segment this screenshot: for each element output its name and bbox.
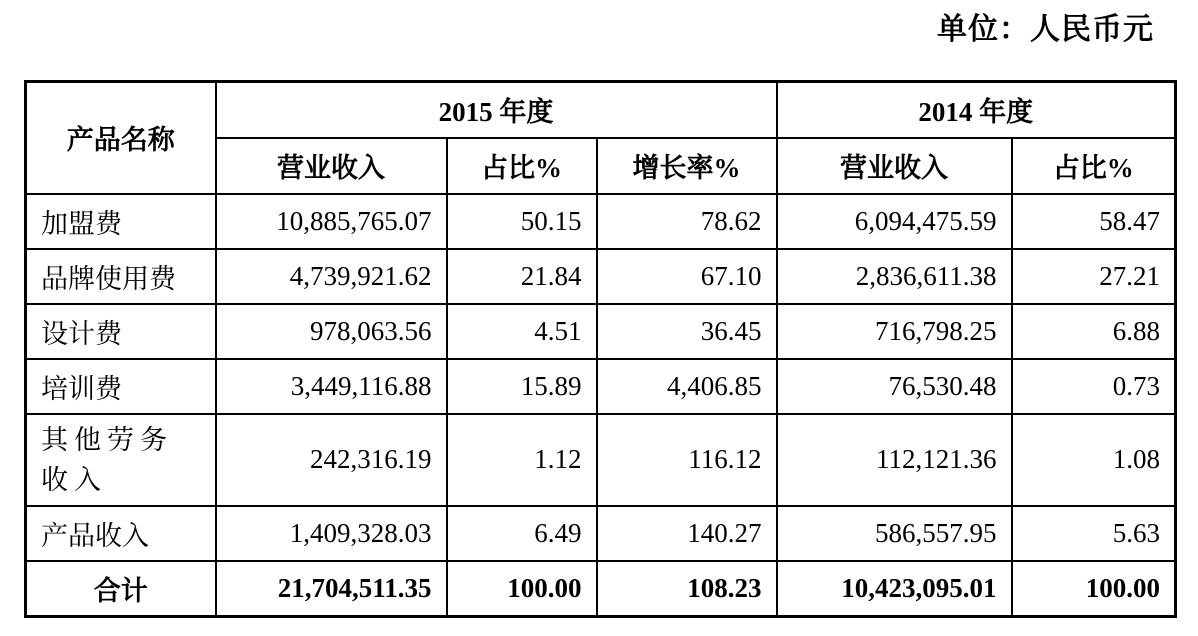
total-row (26, 561, 1176, 617)
revenue-table (24, 80, 1177, 618)
table-row (26, 414, 1176, 506)
row-growth-2015: 67.10 (597, 249, 777, 304)
table-row (26, 194, 1176, 249)
total-revenue-2015: 21,704,511.35 (216, 561, 447, 617)
row-share-2014: 58.47 (1012, 194, 1176, 249)
row-revenue-2015: 3,449,116.88 (216, 359, 447, 414)
row-share-2014: 5.63 (1012, 506, 1176, 561)
header-share-2014: 占比% (1012, 138, 1176, 194)
row-share-2015: 50.15 (447, 194, 597, 249)
row-revenue-2014: 716,798.25 (777, 304, 1012, 359)
row-revenue-2015: 10,885,765.07 (216, 194, 447, 249)
row-share-2014: 1.08 (1012, 414, 1176, 506)
row-name: 培训费 (26, 359, 216, 414)
row-revenue-2014: 76,530.48 (777, 359, 1012, 414)
row-revenue-2015: 1,409,328.03 (216, 506, 447, 561)
row-revenue-2014: 112,121.36 (777, 414, 1012, 506)
row-revenue-2015: 242,316.19 (216, 414, 447, 506)
row-share-2014: 6.88 (1012, 304, 1176, 359)
row-growth-2015: 4,406.85 (597, 359, 777, 414)
header-year-2015: 2015 年度 (216, 82, 777, 138)
header-year-2014: 2014 年度 (777, 82, 1176, 138)
table-row (26, 304, 1176, 359)
row-revenue-2014: 586,557.95 (777, 506, 1012, 561)
row-name: 产品收入 (26, 506, 216, 561)
total-share-2014: 100.00 (1012, 561, 1176, 617)
header-product-name: 产品名称 (26, 82, 216, 194)
table-row (26, 359, 1176, 414)
row-share-2014: 0.73 (1012, 359, 1176, 414)
table-row (26, 249, 1176, 304)
row-revenue-2014: 2,836,611.38 (777, 249, 1012, 304)
header-growth-2015: 增长率% (597, 138, 777, 194)
row-growth-2015: 36.45 (597, 304, 777, 359)
row-share-2015: 4.51 (447, 304, 597, 359)
row-revenue-2015: 4,739,921.62 (216, 249, 447, 304)
row-share-2015: 15.89 (447, 359, 597, 414)
row-growth-2015: 116.12 (597, 414, 777, 506)
row-name: 其他劳务收入 (26, 414, 216, 506)
unit-label: 单位：人民币元 (937, 13, 1154, 46)
total-revenue-2014: 10,423,095.01 (777, 561, 1012, 617)
total-name: 合计 (26, 561, 216, 617)
header-share-2015: 占比% (447, 138, 597, 194)
row-revenue-2015: 978,063.56 (216, 304, 447, 359)
row-name: 品牌使用费 (26, 249, 216, 304)
header-row-years (26, 82, 1176, 138)
row-name: 加盟费 (26, 194, 216, 249)
row-growth-2015: 140.27 (597, 506, 777, 561)
total-growth-2015: 108.23 (597, 561, 777, 617)
row-share-2014: 27.21 (1012, 249, 1176, 304)
row-share-2015: 6.49 (447, 506, 597, 561)
row-revenue-2014: 6,094,475.59 (777, 194, 1012, 249)
header-revenue-2014: 营业收入 (777, 138, 1012, 194)
row-name: 设计费 (26, 304, 216, 359)
row-share-2015: 21.84 (447, 249, 597, 304)
header-revenue-2015: 营业收入 (216, 138, 447, 194)
table-row (26, 506, 1176, 561)
row-growth-2015: 78.62 (597, 194, 777, 249)
total-share-2015: 100.00 (447, 561, 597, 617)
row-share-2015: 1.12 (447, 414, 597, 506)
